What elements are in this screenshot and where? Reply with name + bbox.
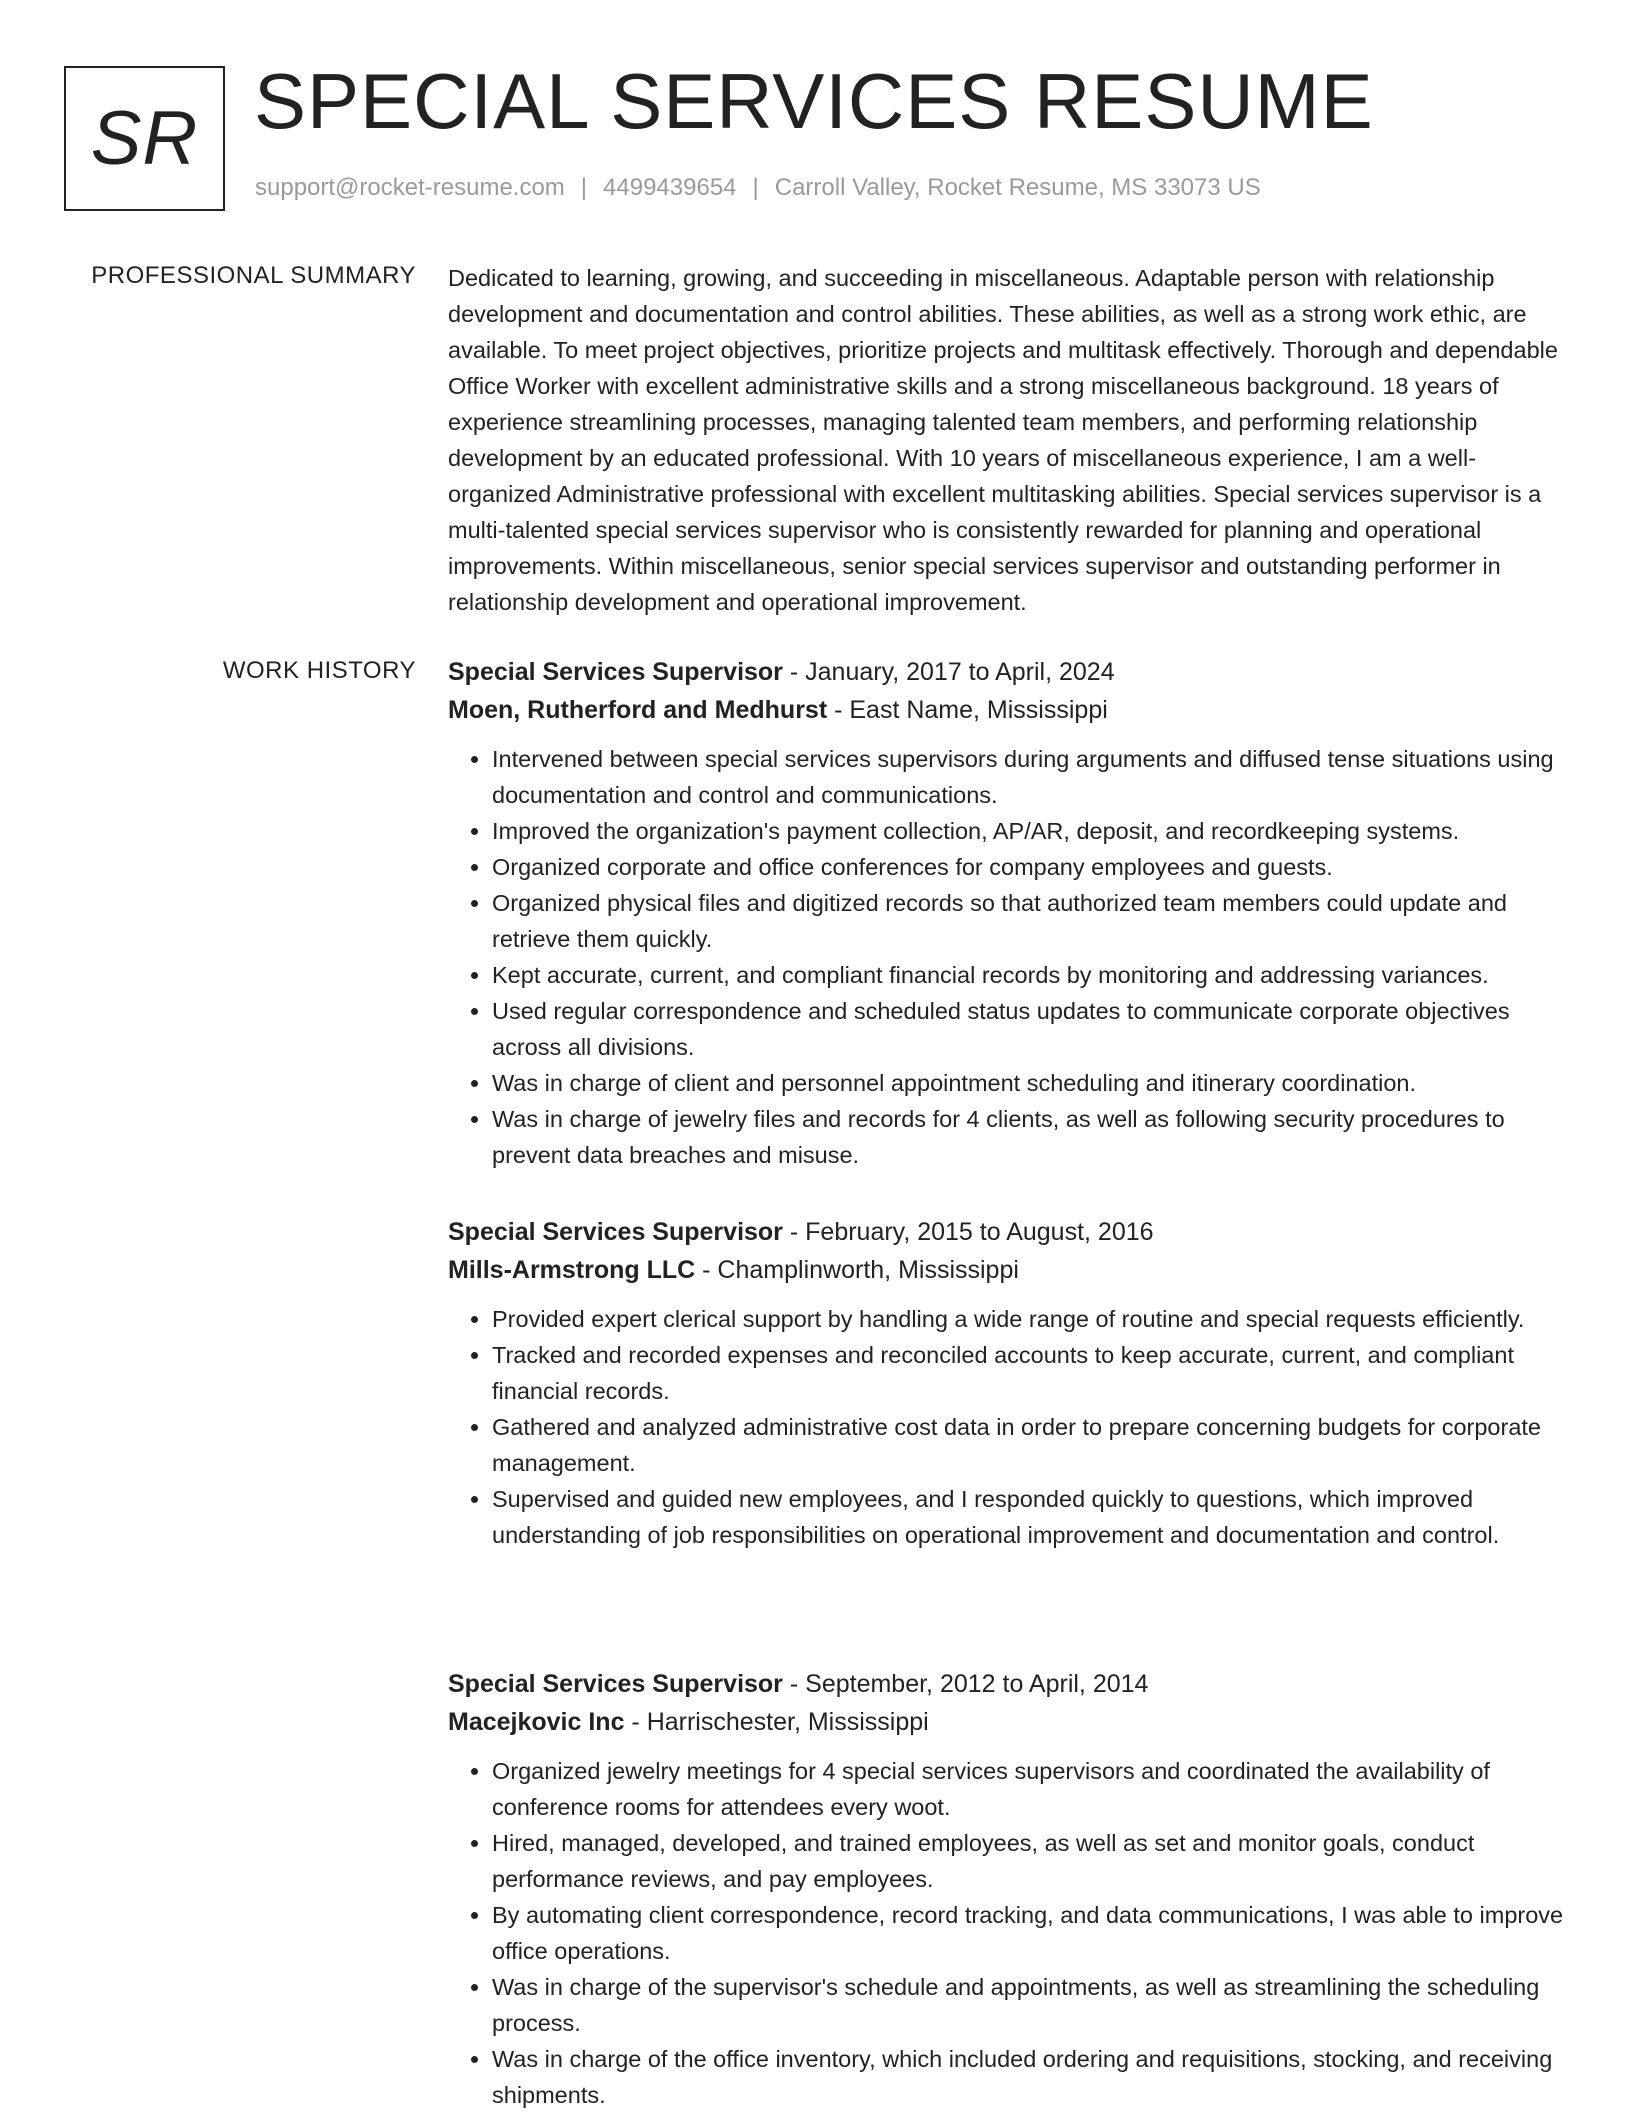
job-company-line: [448, 1703, 1573, 1741]
duty-item: • Intervened between special services supervisors during arguments and diffused tense situations using documentation and control and communications.: [492, 741, 1573, 813]
job-company: Mills-Armstrong LLC: [448, 1256, 696, 1284]
contact-phone[interactable]: 4499439654: [603, 174, 737, 201]
resume-title: SPECIAL SERVICES RESUME: [254, 57, 1374, 145]
duty-item: • Improved the organization's payment collection, AP/AR, deposit, and recordkeeping systems.: [492, 813, 1573, 849]
job-title: Special Services Supervisor: [448, 658, 783, 686]
duty-list: [448, 741, 1573, 1173]
job-dates: - September, 2012 to April, 2014: [782, 1670, 1149, 1698]
job-company-line: [448, 1251, 1573, 1289]
duty-item: • Tracked and recorded expenses and reconciled accounts to keep accurate, current, and compliant financial records.: [492, 1337, 1573, 1409]
contact-line: [255, 174, 1261, 202]
duty-list: [448, 1753, 1573, 2113]
job-title-line: [448, 653, 1573, 691]
job-title: Special Services Supervisor: [448, 1218, 783, 1246]
section-label-summary: PROFESSIONAL SUMMARY: [91, 262, 416, 289]
duty-item: • Gathered and analyzed administrative cost data in order to prepare concerning budgets for corporate management.: [492, 1409, 1573, 1481]
contact-address: Carroll Valley, Rocket Resume, MS 33073 US: [774, 174, 1261, 201]
duty-list: [448, 1301, 1573, 1553]
job-company: Moen, Rutherford and Medhurst: [448, 696, 828, 724]
duty-item: • Used regular correspondence and scheduled status updates to communicate corporate objectives across all divisions.: [492, 993, 1573, 1065]
summary-text: Dedicated to learning, growing, and succeeding in miscellaneous. Adaptable person with relationship development and documentation and control abilities. These abilities, as well as a strong work ethic, are available. To meet project objectives, prioritize projects and multitask effectively. Thorough and dependable Office Worker with excellent administrative skills and a strong miscellaneous background. 18 years of experience streamlining processes, managing talented team members, and performing relationship development by an educated professional. With 10 years of miscellaneous experience, I am a well-organized Administrative professional with excellent multitasking abilities. Special services supervisor is a multi-talented special services supervisor who is consistently rewarded for planning and operational improvements. Within miscellaneous, senior special services supervisor and outstanding performer in relationship development and operational improvement.: [448, 265, 1558, 615]
job-dates: - February, 2015 to August, 2016: [782, 1218, 1154, 1246]
job-company-line: [448, 691, 1573, 729]
job-title-line: [448, 1665, 1573, 1703]
summary-section: [448, 260, 1568, 620]
duty-item: • Was in charge of client and personnel appointment scheduling and itinerary coordination.: [492, 1065, 1573, 1101]
duty-item: • Supervised and guided new employees, and I responded quickly to questions, which improved understanding of job responsibilities on operational improvement and documentation and control.: [492, 1481, 1573, 1553]
duty-item: • Kept accurate, current, and compliant financial records by monitoring and addressing variances.: [492, 957, 1573, 993]
job-location: - Harrischester, Mississippi: [624, 1708, 929, 1736]
duty-item: • Organized corporate and office conferences for company employees and guests.: [492, 849, 1573, 885]
duty-item: • Hired, managed, developed, and trained employees, as well as set and monitor goals, conduct performance reviews, and pay employees.: [492, 1825, 1573, 1897]
job-entry: [448, 1665, 1573, 2113]
duty-item: • Organized jewelry meetings for 4 special services supervisors and coordinated the availability of conference rooms for attendees every woot.: [492, 1753, 1573, 1825]
job-location: - Champlinworth, Mississippi: [695, 1256, 1019, 1284]
job-entry: [448, 653, 1573, 1173]
job-title: Special Services Supervisor: [448, 1670, 783, 1698]
monogram-badge: SR: [64, 66, 225, 211]
duty-item: • Provided expert clerical support by handling a wide range of routine and special requests efficiently.: [492, 1301, 1573, 1337]
contact-email[interactable]: support@rocket-resume.com: [255, 174, 565, 201]
duty-item: • By automating client correspondence, record tracking, and data communications, I was able to improve office operations.: [492, 1897, 1573, 1969]
job-title-line: [448, 1213, 1573, 1251]
duty-item: • Was in charge of jewelry files and records for 4 clients, as well as following security procedures to prevent data breaches and misuse.: [492, 1101, 1573, 1173]
contact-separator: |: [752, 174, 759, 201]
duty-item: • Was in charge of the office inventory, which included ordering and requisitions, stocking, and receiving shipments.: [492, 2041, 1573, 2113]
job-company: Macejkovic Inc: [448, 1708, 625, 1736]
job-entry: [448, 1213, 1573, 1553]
duty-item: • Was in charge of the supervisor's schedule and appointments, as well as streamlining the scheduling process.: [492, 1969, 1573, 2041]
contact-separator: |: [580, 174, 588, 201]
job-dates: - January, 2017 to April, 2024: [782, 658, 1115, 686]
section-label-work-history: WORK HISTORY: [222, 657, 416, 684]
job-location: - East Name, Mississippi: [827, 696, 1108, 724]
duty-item: • Organized physical files and digitized records so that authorized team members could update and retrieve them quickly.: [492, 885, 1573, 957]
